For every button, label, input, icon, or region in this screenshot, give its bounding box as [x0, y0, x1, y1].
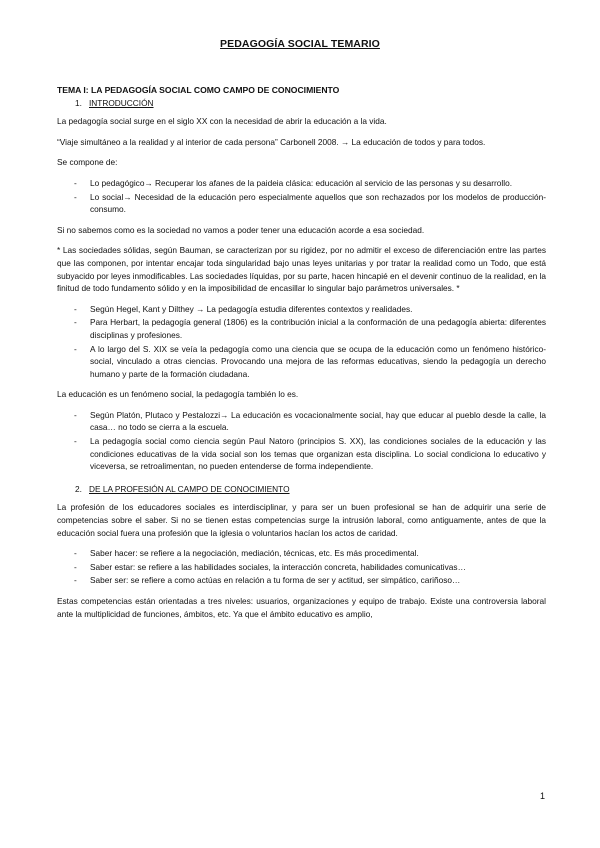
page-number: 1 — [540, 791, 546, 801]
section-title: INTRODUCCIÓN — [89, 97, 154, 108]
section-number: 2. — [75, 483, 82, 494]
document-title: PEDAGOGÍA SOCIAL TEMARIO — [220, 38, 380, 50]
chapter-heading: TEMA I: LA PEDAGOGÍA SOCIAL COMO CAMPO DE CONOCIMIENTO — [57, 85, 340, 95]
paragraph: La profesión de los educadores sociales es interdisciplinar, y para ser un buen profesional se han de adquirir una serie de competencias sobre el saber. Si no se tienen estas competencias surge la intrusión laboral, como antiguamente, antes de que la educación social fuera una profesión que la iglesia o voluntarios hacían los actos de caridad. — [57, 502, 546, 538]
paragraph: La pedagogía social surge en el siglo XX con la necesidad de abrir la educación a la vida. — [57, 116, 387, 127]
list-item: - La pedagogía social como ciencia según Paul Natoro (principios S. XX), las condiciones sociales de la educación y las condiciones educativas de la vida social son los temas que organizan esta disciplina. Lo social condiciona lo educativo y viceversa, se retroalimentan, no pueden entenderse de forma independiente. — [57, 435, 546, 473]
paragraph: Se compone de: — [57, 157, 118, 168]
list-item: - Saber ser: se refiere a como actúas en relación a tu forma de ser y actitud, ser simpático, cariñoso… — [57, 574, 546, 587]
list-item: - Saber hacer: se refiere a la negociación, mediación, técnicas, etc. Es más procedimental. — [57, 547, 546, 560]
list-item: - Según Hegel, Kant y Dilthey → La pedagogía estudia diferentes contextos y realidades. — [57, 303, 546, 316]
section-number: 1. — [75, 97, 82, 108]
list-item: - Lo social→ Necesidad de la educación pero especialmente aquellos que son rechazados por los modelos de producción-consumo. — [57, 191, 546, 216]
list-item: - A lo largo del S. XIX se veía la pedagogía como una ciencia que se ocupa de la educación como un fenómeno histórico-social, vinculado a otras ciencias. Provocando una mejora de las reformas educativas, siendo la pedagogía un derecho humano y parte de la formación ciudadana. — [57, 343, 546, 381]
list-item: - Para Herbart, la pedagogía general (1806) es la contribución inicial a la conformación de una pedagogía abierta: diferentes disciplinas y profesiones. — [57, 316, 546, 341]
paragraph: Estas competencias están orientadas a tres niveles: usuarios, organizaciones y equipo de trabajo. Existe una controversia laboral ante la multiplicidad de funciones, ámbitos, etc. Ya que el ámbito educativo es amplio, — [57, 596, 546, 619]
bullet-list — [57, 303, 546, 381]
paragraph: Si no sabemos como es la sociedad no vamos a poder tener una educación acorde a esa sociedad. — [57, 224, 425, 235]
list-item: - Saber estar: se refiere a las habilidades sociales, la interacción concreta, habilidades comunicativas… — [57, 561, 546, 574]
bullet-list — [57, 547, 546, 587]
list-item: - Lo pedagógico→ Recuperar los afanes de la paideia clásica: educación al servicio de las personas y su desarrollo. — [57, 177, 546, 190]
paragraph: La educación es un fenómeno social, la pedagogía también lo es. — [57, 389, 299, 400]
section-heading-profesion — [75, 483, 546, 496]
section-heading-introduccion — [75, 97, 546, 110]
bullet-list — [57, 409, 546, 473]
section-title: DE LA PROFESIÓN AL CAMPO DE CONOCIMIENTO — [89, 483, 290, 494]
paragraph-quote: * Las sociedades sólidas, según Bauman, se caracterizan por su rigidez, por no admitir el exceso de diferenciación entre las partes que las componen, por intentar encajar toda singularidad bajo unas leyes unitarias y por tratar la realidad como un Todo, que está subyacido por leyes inmodificables. Las sociedades líquidas, por su parte, hacen hincapié en el devenir continuo de la realidad, en la finitud de todo fundamento sólido y en la imposibilidad de encasillar lo singular bajo parámetros universales. * — [57, 245, 546, 294]
paragraph: “Viaje simultáneo a la realidad y al interior de cada persona” Carbonell 2008. → La educación de todos y para todos. — [57, 136, 486, 147]
list-item: - Según Platón, Plutaco y Pestalozzi→ La educación es vocacionalmente social, hay que educar al pueblo desde la calle, la casa… no todo se cierra a la escuela. — [57, 409, 546, 434]
bullet-list — [57, 177, 546, 216]
document-body — [57, 84, 546, 628]
